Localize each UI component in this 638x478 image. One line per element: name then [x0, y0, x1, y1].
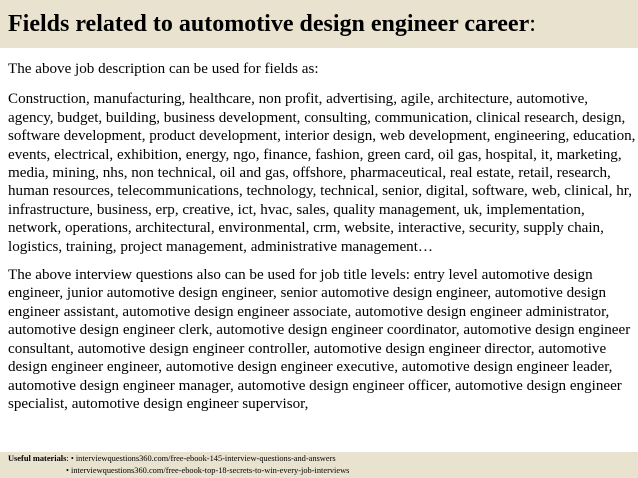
footer-label-separator: : — [66, 454, 69, 463]
job-levels-paragraph: The above interview questions also can be used for job title levels: entry level automotive design engineer, junior automotive design engineer, senior automotive design engineer, automotive design engineer assistant, automotive design engineer associate, automotive design engineer administrator, automotive design engineer clerk, automotive design engineer coordinator, automotive design engineer consultant, automotive design engineer controller, automotive design engineer director, automotive design engineer engineer, automotive design engineer executive, automotive design engineer leader, automotive design engineer manager, automotive design engineer officer, automotive design engineer specialist, automotive design engineer supervisor, — [8, 267, 631, 412]
body-content — [8, 60, 636, 452]
footer-link-2[interactable]: • interviewquestions360.com/free-ebook-top-18-secrets-to-win-every-job-interviews — [66, 465, 350, 475]
footer-label: Useful materials — [8, 454, 67, 463]
page-title-text: Fields related to automotive design engineer career — [8, 11, 530, 37]
fields-paragraph: Construction, manufacturing, healthcare, non profit, advertising, agile, architecture, automotive, agency, budget, building, business development, consulting, communication, clinical research, design, software development, product development, interior design, web development, engineering, education, events, electrical, exhibition, energy, ngo, finance, fashion, green card, oil gas, hospital, it, marketing, media, mining, nhs, non technical, oil and gas, offshore, pharmaceutical, real estate, retail, research, human resources, telecommunications, technology, technical, senior, digital, software, web, clinical, hr, infrastructure, business, erp, creative, ict, hvac, sales, quality management, uk, implementation, network, operations, architectural, environmental, crm, website, interactive, security, supply chain, logistics, training, project management, administrative management… — [8, 91, 636, 255]
page-title — [8, 10, 638, 38]
footer-row-1 — [8, 453, 638, 465]
page-title-colon: : — [529, 11, 536, 37]
intro-paragraph: The above job description can be used for fields as: — [8, 61, 319, 77]
footer-link-1[interactable]: • interviewquestions360.com/free-ebook-145-interview-questions-and-answers — [70, 454, 336, 463]
title-bar — [0, 0, 638, 48]
footer-bar — [0, 452, 638, 478]
footer-row-2 — [8, 465, 638, 477]
